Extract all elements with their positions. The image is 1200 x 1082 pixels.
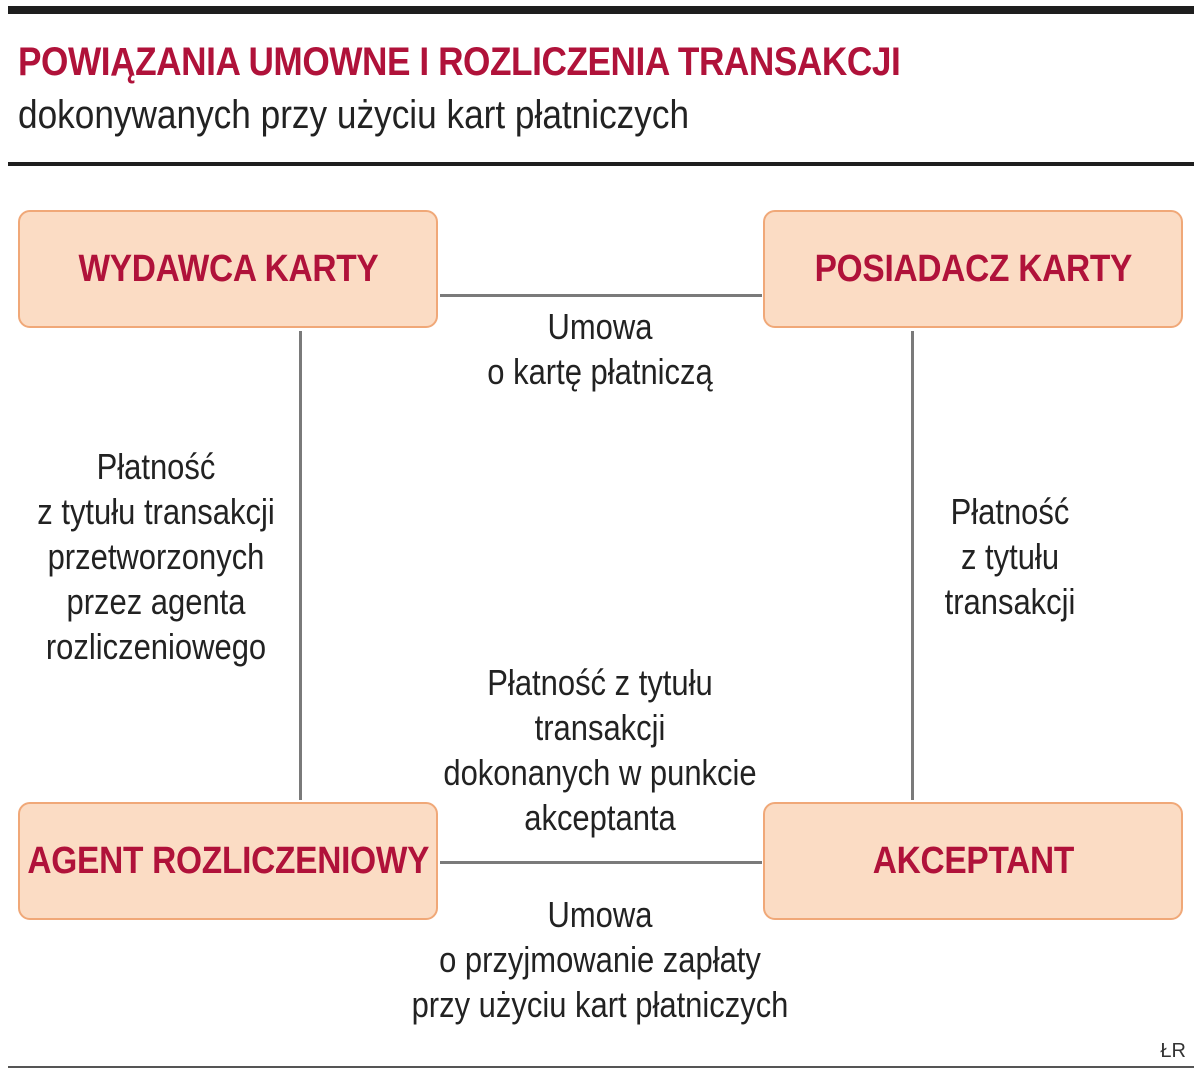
node-acquirer-label: AGENT ROZLICZENIOWY: [27, 839, 429, 882]
chart-subtitle: dokonywanych przy użyciu kart płatniczych: [18, 93, 690, 137]
node-issuer: [18, 210, 438, 328]
edge-label-left: Płatność z tytułu transakcji przetworzonych przez agenta rozliczeniowego: [37, 446, 275, 667]
connector-acquirer-merchant: [440, 861, 762, 864]
header-divider: [8, 162, 1194, 166]
bottom-rule: [8, 1066, 1194, 1068]
node-acquirer: [18, 802, 438, 920]
edge-label-right: Płatność z tytułu transakcji: [944, 491, 1076, 622]
edge-label-top: Umowa o kartę płatniczą: [487, 306, 713, 392]
connector-holder-merchant: [911, 331, 914, 800]
edge-label-bottom: Umowa o przyjmowanie zapłaty przy użyciu kart płatniczych: [411, 894, 789, 1025]
node-holder-label: POSIADACZ KARTY: [814, 247, 1132, 290]
node-issuer-label: WYDAWCA KARTY: [78, 247, 378, 290]
node-holder: [763, 210, 1183, 328]
connector-issuer-acquirer: [299, 331, 302, 800]
node-merchant: [763, 802, 1183, 920]
connector-issuer-holder: [440, 294, 762, 297]
chart-title: POWIĄZANIA UMOWNE I ROZLICZENIA TRANSAKCJI: [18, 40, 901, 84]
node-merchant-label: AKCEPTANT: [872, 839, 1074, 882]
source-credit: ŁR: [1160, 1040, 1186, 1062]
edge-label-center: Płatność z tytułu transakcji dokonanych w punkcie akceptanta: [443, 662, 757, 838]
top-rule: [8, 6, 1194, 14]
